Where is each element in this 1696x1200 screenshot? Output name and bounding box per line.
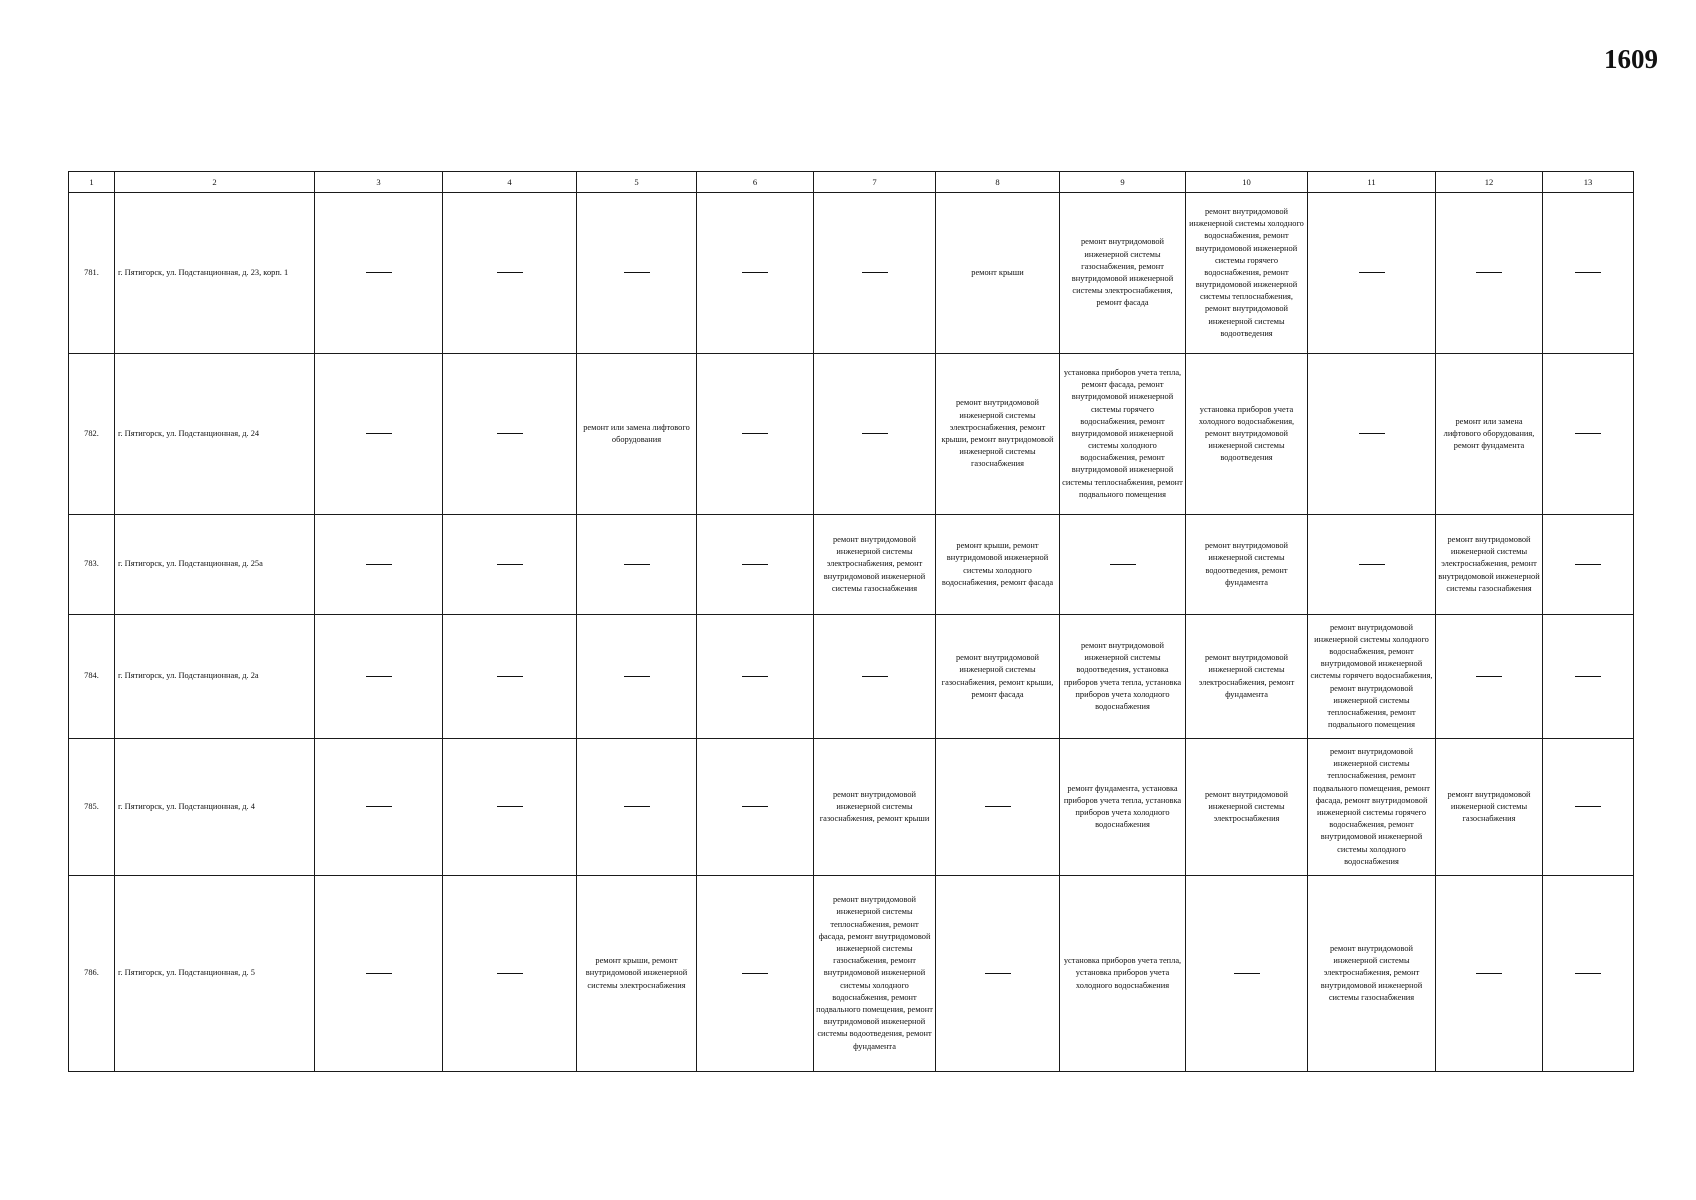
cell <box>814 193 936 354</box>
cell <box>315 515 443 615</box>
empty-dash <box>1575 564 1601 565</box>
cell: ремонт внутридомовой инженерной системы электроснабжения, ремонт внутридомовой инженерной системы газоснабжения <box>1308 876 1436 1072</box>
empty-dash <box>497 806 523 807</box>
cell: установка приборов учета тепла, установка приборов учета холодного водоснабжения <box>1060 876 1186 1072</box>
table-row <box>69 876 1634 1072</box>
cell <box>1543 193 1634 354</box>
cell <box>577 193 697 354</box>
row-address: г. Пятигорск, ул. Подстанционная, д. 5 <box>115 876 315 1072</box>
cell <box>814 354 936 515</box>
row-address: г. Пятигорск, ул. Подстанционная, д. 4 <box>115 739 315 876</box>
table-row <box>69 515 1634 615</box>
cell: ремонт внутридомовой инженерной системы холодного водоснабжения, ремонт внутридомовой инженерной системы горячего водоснабжения, ремонт внутридомовой инженерной системы теплоснабжения, ремонт подвального помещения <box>1308 615 1436 739</box>
empty-dash <box>624 272 650 273</box>
empty-dash <box>1359 564 1385 565</box>
cell: ремонт внутридомовой инженерной системы электроснабжения, ремонт внутридомовой инженерной системы газоснабжения <box>1436 515 1543 615</box>
cell: ремонт внутридомовой инженерной системы теплоснабжения, ремонт подвального помещения, ремонт фасада, ремонт внутридомовой инженерной системы горячего водоснабжения, ремонт внутридомовой инженерной системы холодного водоснабжения <box>1308 739 1436 876</box>
cell <box>443 193 577 354</box>
column-header: 4 <box>443 172 577 193</box>
cell <box>577 615 697 739</box>
cell: ремонт крыши, ремонт внутридомовой инженерной системы электроснабжения <box>577 876 697 1072</box>
cell <box>577 515 697 615</box>
cell <box>1060 515 1186 615</box>
row-number: 785. <box>69 739 115 876</box>
cell: ремонт внутридомовой инженерной системы электроснабжения, ремонт внутридомовой инженерной системы газоснабжения <box>814 515 936 615</box>
cell <box>315 876 443 1072</box>
empty-dash <box>624 564 650 565</box>
cell <box>936 876 1060 1072</box>
cell <box>1436 193 1543 354</box>
cell <box>1543 739 1634 876</box>
empty-dash <box>742 433 768 434</box>
empty-dash <box>1575 806 1601 807</box>
cell: ремонт внутридомовой инженерной системы газоснабжения, ремонт внутридомовой инженерной системы электроснабжения, ремонт фасада <box>1060 193 1186 354</box>
cell <box>697 876 814 1072</box>
cell <box>1186 876 1308 1072</box>
empty-dash <box>742 272 768 273</box>
cell <box>1543 876 1634 1072</box>
empty-dash <box>366 676 392 677</box>
empty-dash <box>1575 676 1601 677</box>
table-row <box>69 739 1634 876</box>
empty-dash <box>985 973 1011 974</box>
cell: ремонт внутридомовой инженерной системы газоснабжения, ремонт крыши <box>814 739 936 876</box>
cell <box>443 615 577 739</box>
empty-dash <box>1476 973 1502 974</box>
empty-dash <box>366 564 392 565</box>
cell <box>443 739 577 876</box>
column-header: 3 <box>315 172 443 193</box>
cell <box>936 739 1060 876</box>
column-header: 5 <box>577 172 697 193</box>
table-row <box>69 354 1634 515</box>
cell <box>814 615 936 739</box>
column-header: 1 <box>69 172 115 193</box>
row-address: г. Пятигорск, ул. Подстанционная, д. 2а <box>115 615 315 739</box>
empty-dash <box>1234 973 1260 974</box>
column-header: 8 <box>936 172 1060 193</box>
row-number: 782. <box>69 354 115 515</box>
empty-dash <box>624 676 650 677</box>
row-number: 786. <box>69 876 115 1072</box>
cell: ремонт внутридомовой инженерной системы холодного водоснабжения, ремонт внутридомовой инженерной системы горячего водоснабжения, ремонт внутридомовой инженерной системы теплоснабжения, ремонт внутридомовой инженерной системы водоотведения <box>1186 193 1308 354</box>
empty-dash <box>624 806 650 807</box>
row-address: г. Пятигорск, ул. Подстанционная, д. 23, корп. 1 <box>115 193 315 354</box>
empty-dash <box>497 433 523 434</box>
cell <box>1543 615 1634 739</box>
cell <box>443 515 577 615</box>
empty-dash <box>366 433 392 434</box>
cell: ремонт или замена лифтового оборудования, ремонт фундамента <box>1436 354 1543 515</box>
page-number: 1609 <box>1604 44 1658 74</box>
cell <box>697 354 814 515</box>
empty-dash <box>862 433 888 434</box>
empty-dash <box>742 676 768 677</box>
cell: установка приборов учета тепла, ремонт фасада, ремонт внутридомовой инженерной системы горячего водоснабжения, ремонт внутридомовой инженерной системы холодного водоснабжения, ремонт внутридомовой инженерной системы теплоснабжения, ремонт подвального помещения <box>1060 354 1186 515</box>
column-header: 6 <box>697 172 814 193</box>
cell <box>697 739 814 876</box>
column-header: 10 <box>1186 172 1308 193</box>
cell <box>1543 354 1634 515</box>
cell: ремонт крыши, ремонт внутридомовой инженерной системы холодного водоснабжения, ремонт фасада <box>936 515 1060 615</box>
empty-dash <box>1110 564 1136 565</box>
row-address: г. Пятигорск, ул. Подстанционная, д. 25а <box>115 515 315 615</box>
empty-dash <box>366 272 392 273</box>
cell <box>315 193 443 354</box>
table-row <box>69 193 1634 354</box>
column-header: 11 <box>1308 172 1436 193</box>
cell <box>697 615 814 739</box>
cell: ремонт внутридомовой инженерной системы электроснабжения, ремонт фундамента <box>1186 615 1308 739</box>
empty-dash <box>366 806 392 807</box>
empty-dash <box>1476 272 1502 273</box>
column-number-row <box>69 172 1634 193</box>
empty-dash <box>1575 272 1601 273</box>
cell: ремонт фундамента, установка приборов учета тепла, установка приборов учета холодного водоснабжения <box>1060 739 1186 876</box>
cell <box>315 354 443 515</box>
column-header: 9 <box>1060 172 1186 193</box>
cell <box>1308 193 1436 354</box>
empty-dash <box>862 676 888 677</box>
empty-dash <box>742 564 768 565</box>
row-address: г. Пятигорск, ул. Подстанционная, д. 24 <box>115 354 315 515</box>
column-header: 7 <box>814 172 936 193</box>
empty-dash <box>985 806 1011 807</box>
table-row <box>69 615 1634 739</box>
cell <box>315 739 443 876</box>
row-number: 784. <box>69 615 115 739</box>
cell: ремонт или замена лифтового оборудования <box>577 354 697 515</box>
empty-dash <box>497 564 523 565</box>
empty-dash <box>1575 433 1601 434</box>
cell: ремонт крыши <box>936 193 1060 354</box>
cell <box>1543 515 1634 615</box>
cell: ремонт внутридомовой инженерной системы теплоснабжения, ремонт фасада, ремонт внутридомовой инженерной системы газоснабжения, ремонт внутридомовой инженерной системы холодного водоснабжения, ремонт подвального помещения, ремонт внутридомовой инженерной системы водоотведения, ремонт фундамента <box>814 876 936 1072</box>
cell <box>315 615 443 739</box>
row-number: 783. <box>69 515 115 615</box>
empty-dash <box>742 973 768 974</box>
cell: ремонт внутридомовой инженерной системы водоотведения, установка приборов учета тепла, установка приборов учета холодного водоснабжения <box>1060 615 1186 739</box>
row-number: 781. <box>69 193 115 354</box>
cell <box>1436 615 1543 739</box>
cell <box>1436 876 1543 1072</box>
empty-dash <box>497 272 523 273</box>
cell: установка приборов учета холодного водоснабжения, ремонт внутридомовой инженерной системы водоотведения <box>1186 354 1308 515</box>
empty-dash <box>862 272 888 273</box>
cell <box>697 193 814 354</box>
empty-dash <box>1476 676 1502 677</box>
cell: ремонт внутридомовой инженерной системы газоснабжения, ремонт крыши, ремонт фасада <box>936 615 1060 739</box>
works-registry-table <box>68 171 1634 1072</box>
cell: ремонт внутридомовой инженерной системы водоотведения, ремонт фундамента <box>1186 515 1308 615</box>
cell <box>577 739 697 876</box>
column-header: 2 <box>115 172 315 193</box>
cell: ремонт внутридомовой инженерной системы газоснабжения <box>1436 739 1543 876</box>
cell: ремонт внутридомовой инженерной системы электроснабжения, ремонт крыши, ремонт внутридомовой инженерной системы газоснабжения <box>936 354 1060 515</box>
column-header: 13 <box>1543 172 1634 193</box>
empty-dash <box>497 973 523 974</box>
cell <box>697 515 814 615</box>
cell <box>443 876 577 1072</box>
column-header: 12 <box>1436 172 1543 193</box>
cell <box>1308 515 1436 615</box>
empty-dash <box>1359 433 1385 434</box>
empty-dash <box>1575 973 1601 974</box>
empty-dash <box>497 676 523 677</box>
cell: ремонт внутридомовой инженерной системы электроснабжения <box>1186 739 1308 876</box>
cell <box>443 354 577 515</box>
empty-dash <box>1359 272 1385 273</box>
cell <box>1308 354 1436 515</box>
empty-dash <box>366 973 392 974</box>
empty-dash <box>742 806 768 807</box>
